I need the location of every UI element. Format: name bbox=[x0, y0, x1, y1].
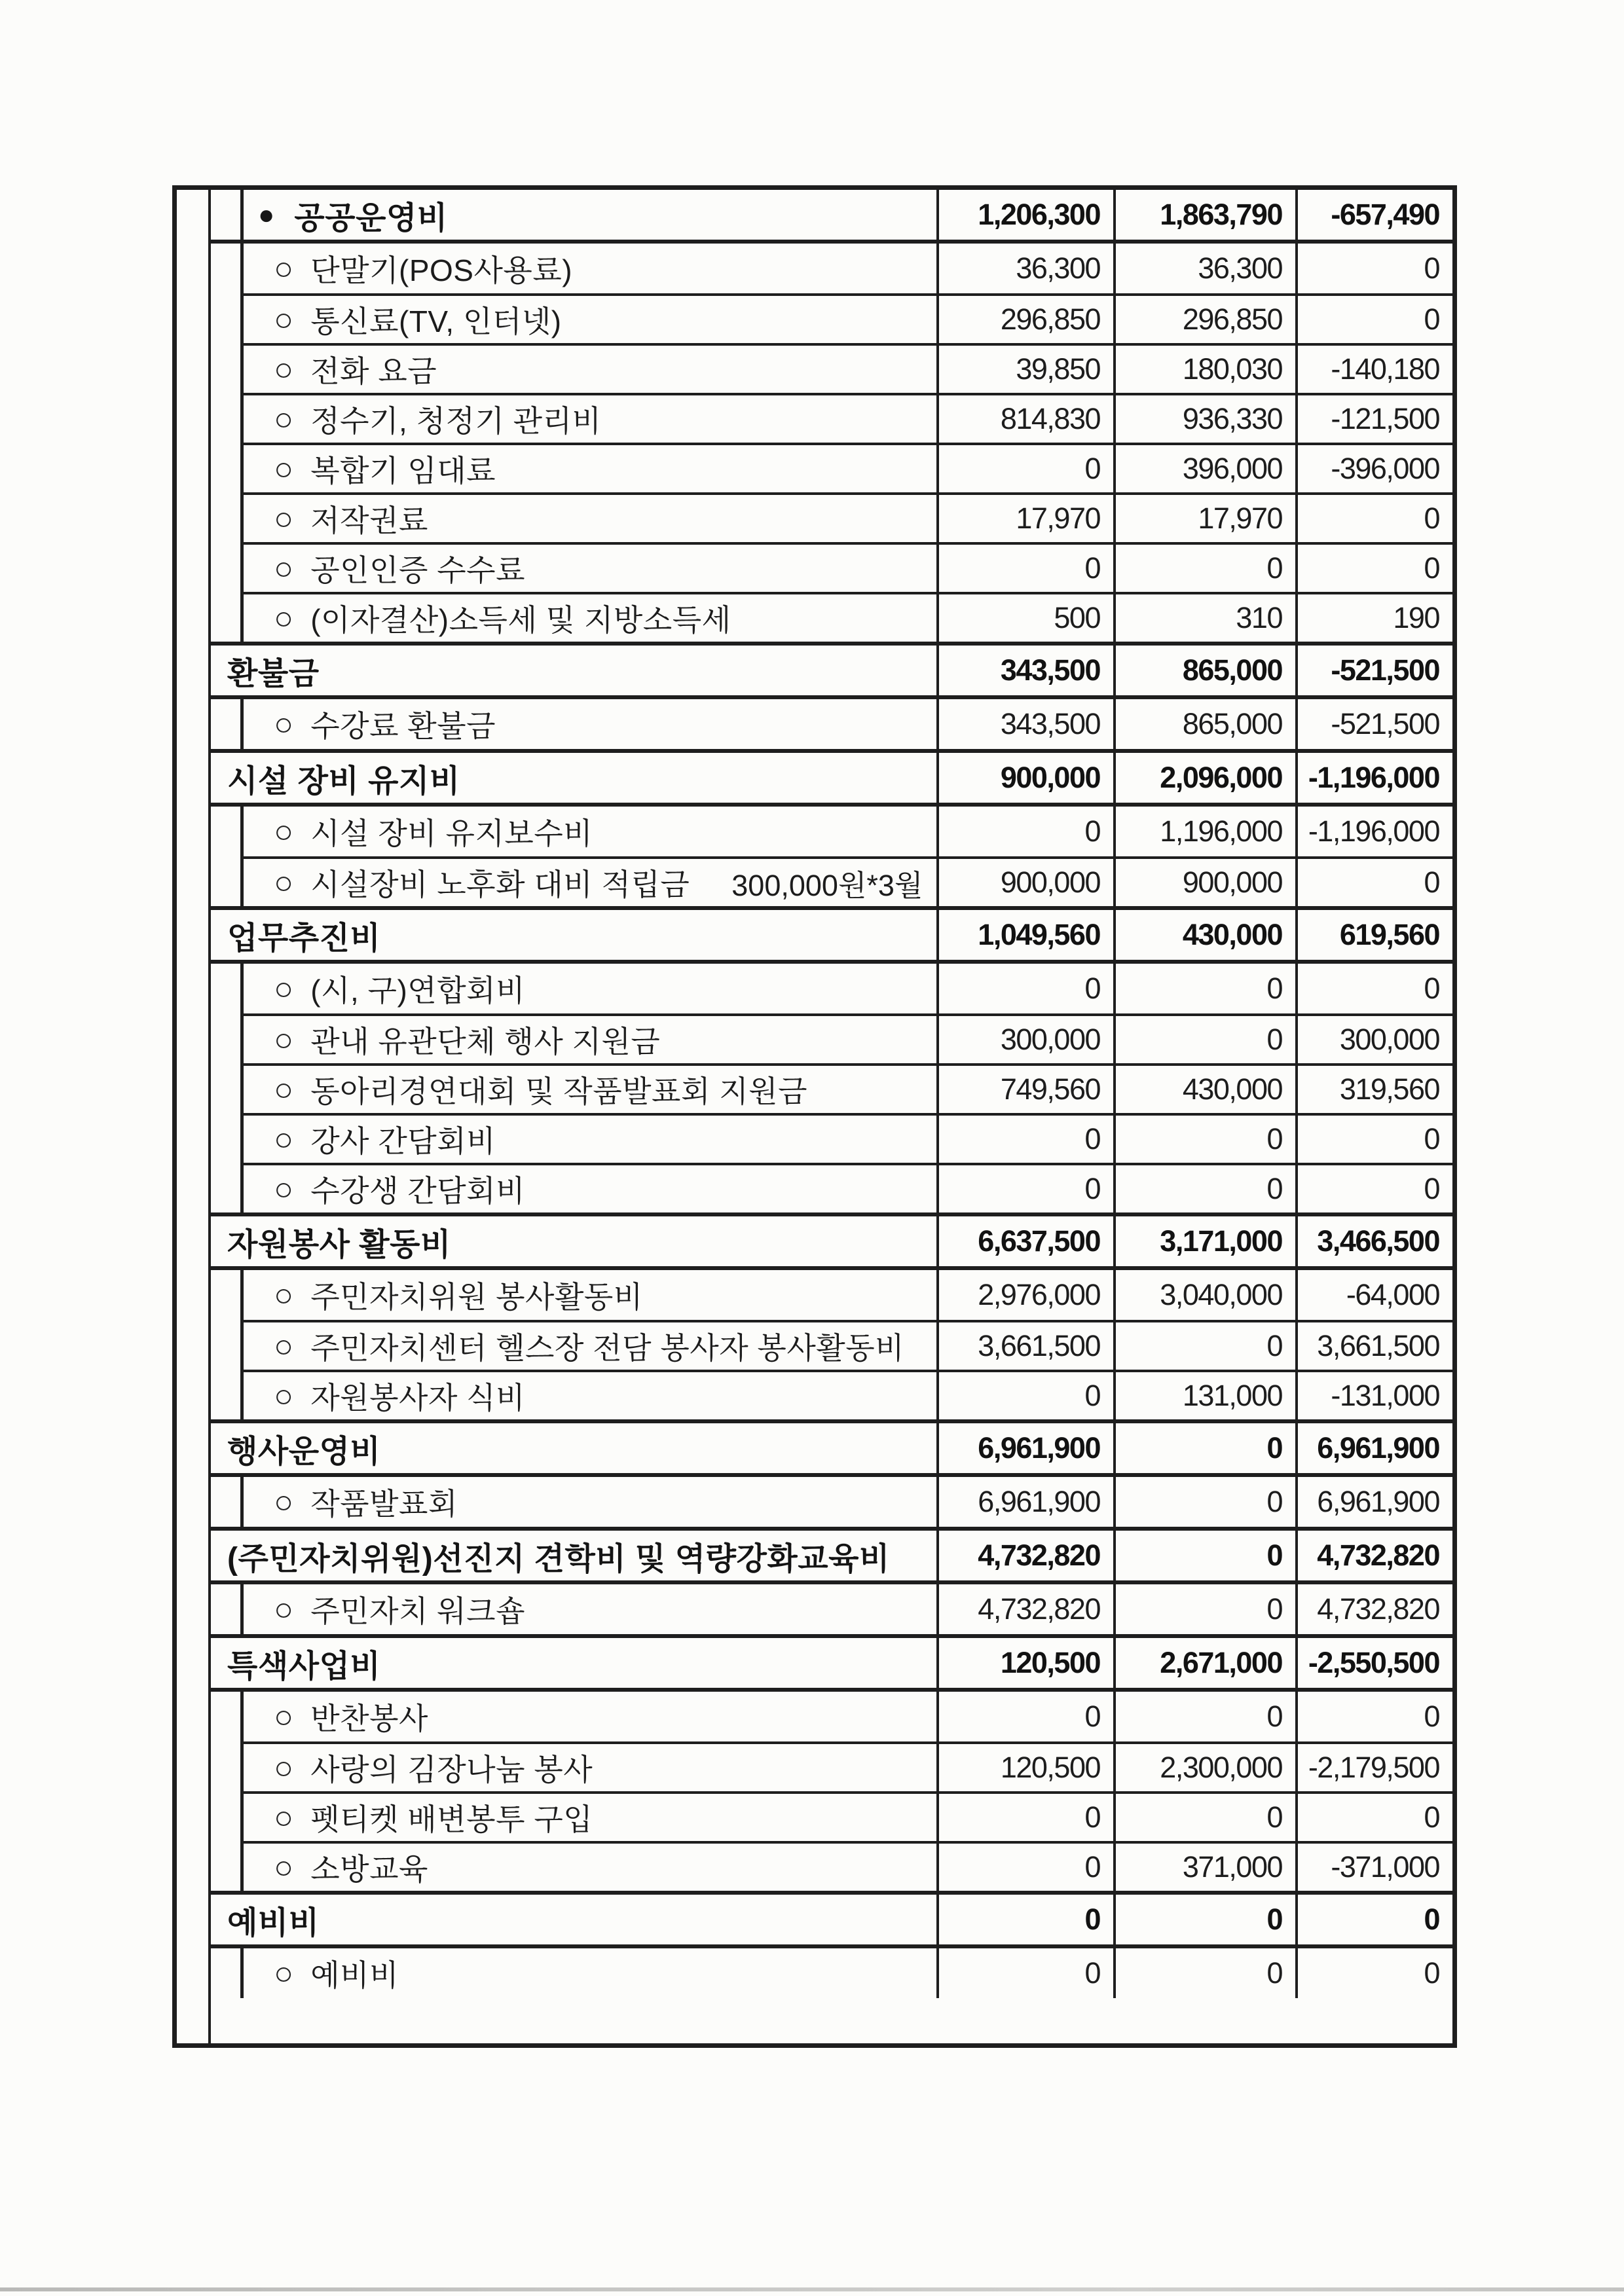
item-label: 저작권료 bbox=[310, 503, 428, 538]
amount-cell-col3: 4,732,820 bbox=[1317, 1539, 1439, 1572]
amount-cell-col3: 4,732,820 bbox=[1317, 1592, 1439, 1626]
amount-cell-col3: 0 bbox=[1298, 492, 1452, 542]
item-rows-block bbox=[211, 807, 1452, 906]
item-label: 소방교육 bbox=[310, 1852, 428, 1886]
amount-cell-col2: 2,300,000 bbox=[1116, 1741, 1298, 1791]
group-label-cell bbox=[211, 1638, 939, 1688]
item-label: 공공운영비 bbox=[294, 200, 448, 236]
group-label: 행사운영비 bbox=[227, 1434, 381, 1469]
amount-cell-col2: 0 bbox=[1116, 1320, 1298, 1370]
amount-cell-col1: 0 bbox=[939, 1948, 1116, 1998]
indent-gutter bbox=[211, 1270, 244, 1320]
indent-gutter bbox=[211, 592, 244, 642]
hollow-circle-icon: ○ bbox=[274, 450, 294, 487]
hollow-circle-icon: ○ bbox=[274, 301, 294, 338]
item-label: 주민자치 워크숍 bbox=[310, 1594, 526, 1628]
amount-cell-col1: 39,850 bbox=[939, 343, 1116, 393]
amount-cell-col2: 0 bbox=[1116, 1948, 1298, 1998]
row-label-cell bbox=[244, 1063, 939, 1113]
item-label: 예비비 bbox=[310, 1958, 399, 1992]
item-row bbox=[211, 542, 1452, 592]
amount-cell-col1: 500 bbox=[939, 592, 1116, 642]
item-row bbox=[211, 592, 1452, 642]
amount-cell-col3: -521,500 bbox=[1331, 653, 1439, 687]
amount-cell-col2: 3,171,000 bbox=[1116, 1216, 1298, 1266]
indent-gutter bbox=[211, 856, 244, 906]
item-row bbox=[211, 1113, 1452, 1163]
hollow-circle-icon: ○ bbox=[274, 250, 294, 287]
amount-cell-col3: 0 bbox=[1298, 542, 1452, 592]
item-rows-block bbox=[211, 1270, 1452, 1419]
indent-gutter bbox=[211, 1370, 244, 1419]
group-row bbox=[211, 1423, 1452, 1473]
amount-cell-col1: 900,000 bbox=[939, 856, 1116, 906]
item-rows-block bbox=[211, 1477, 1452, 1527]
amount-cell-col3: 3,661,500 bbox=[1298, 1320, 1452, 1370]
filled-bullet-icon: ● bbox=[258, 199, 275, 230]
row-label-cell bbox=[244, 1013, 939, 1063]
hollow-circle-icon: ○ bbox=[274, 1749, 294, 1786]
indent-gutter bbox=[211, 1741, 244, 1791]
amount-cell-col2: 430,000 bbox=[1116, 910, 1298, 960]
row-label-cell bbox=[244, 1270, 939, 1320]
row-label-cell bbox=[244, 343, 939, 393]
hollow-circle-icon: ○ bbox=[274, 1071, 294, 1108]
group-label-cell bbox=[211, 1895, 939, 1944]
item-label: (이자결산)소득세 및 지방소득세 bbox=[310, 603, 731, 637]
indent-gutter bbox=[211, 1584, 244, 1634]
group-label: 예비비 bbox=[227, 1905, 320, 1941]
group-row bbox=[211, 753, 1452, 803]
indent-gutter bbox=[211, 1113, 244, 1163]
hollow-circle-icon: ○ bbox=[274, 970, 294, 1007]
item-label: 사랑의 김장나눔 봉사 bbox=[310, 1753, 593, 1787]
indent-gutter bbox=[211, 393, 244, 443]
item-label: 주민자치센터 헬스장 전담 봉사자 봉사활동비 bbox=[310, 1331, 905, 1365]
item-label: 자원봉사자 식비 bbox=[310, 1381, 526, 1415]
indent-gutter bbox=[211, 343, 244, 393]
amount-cell-col2: 3,040,000 bbox=[1116, 1270, 1298, 1320]
scan-artifact-line bbox=[0, 2287, 1624, 2291]
hollow-circle-icon: ○ bbox=[274, 1484, 294, 1520]
item-row bbox=[211, 393, 1452, 443]
hollow-circle-icon: ○ bbox=[274, 1328, 294, 1364]
amount-cell-col3: 190 bbox=[1298, 592, 1452, 642]
indent-gutter bbox=[211, 1320, 244, 1370]
hollow-circle-icon: ○ bbox=[274, 401, 294, 437]
row-label-cell bbox=[244, 1841, 939, 1891]
group-label: 업무추진비 bbox=[227, 920, 381, 956]
indent-gutter bbox=[211, 443, 244, 492]
amount-cell-col3: 619,560 bbox=[1339, 918, 1439, 951]
group-row bbox=[211, 1531, 1452, 1580]
item-row bbox=[211, 1063, 1452, 1113]
hollow-circle-icon: ○ bbox=[274, 600, 294, 636]
amount-cell-col1: 0 bbox=[939, 542, 1116, 592]
item-row bbox=[211, 443, 1452, 492]
row-label-cell bbox=[244, 542, 939, 592]
amount-cell-col3: -140,180 bbox=[1298, 343, 1452, 393]
amount-cell-col3: 0 bbox=[1298, 1113, 1452, 1163]
hollow-circle-icon: ○ bbox=[274, 1171, 294, 1207]
row-label-cell bbox=[244, 1791, 939, 1841]
amount-cell-col3: 0 bbox=[1298, 1791, 1452, 1841]
hollow-circle-icon: ○ bbox=[274, 1377, 294, 1414]
item-row bbox=[211, 1841, 1452, 1891]
item-label: 복합기 임대료 bbox=[310, 454, 496, 488]
amount-cell-col2: 865,000 bbox=[1116, 699, 1298, 749]
amount-cell-col1: 1,049,560 bbox=[939, 910, 1116, 960]
amount-cell-col1: 0 bbox=[939, 1841, 1116, 1891]
item-label: 수강료 환불금 bbox=[310, 709, 496, 743]
indent-gutter bbox=[211, 244, 244, 293]
hollow-circle-icon: ○ bbox=[274, 1591, 294, 1628]
amount-cell-col1: 4,732,820 bbox=[939, 1531, 1116, 1580]
item-row bbox=[211, 1692, 1452, 1741]
group-label-cell bbox=[211, 910, 939, 960]
row-label-cell bbox=[244, 443, 939, 492]
hollow-circle-icon: ○ bbox=[274, 1121, 294, 1157]
item-label: 관내 유관단체 행사 지원금 bbox=[310, 1025, 661, 1059]
hollow-circle-icon: ○ bbox=[274, 1955, 294, 1992]
amount-cell-col3: 6,961,900 bbox=[1317, 1485, 1439, 1518]
item-row bbox=[211, 1948, 1452, 1998]
amount-cell-col3: 0 bbox=[1298, 856, 1452, 906]
group-block bbox=[211, 642, 1452, 699]
indent-gutter bbox=[211, 807, 244, 856]
hollow-circle-icon: ○ bbox=[274, 1849, 294, 1886]
amount-cell-col2: 865,000 bbox=[1116, 646, 1298, 695]
item-row bbox=[211, 492, 1452, 542]
amount-cell-col1: 300,000 bbox=[939, 1013, 1116, 1063]
hollow-circle-icon: ○ bbox=[274, 550, 294, 587]
amount-cell-col1: 0 bbox=[939, 1791, 1116, 1841]
item-row bbox=[211, 1741, 1452, 1791]
amount-cell-col2: 0 bbox=[1116, 1791, 1298, 1841]
indent-gutter bbox=[211, 293, 244, 343]
indent-gutter bbox=[211, 1692, 244, 1741]
amount-cell-col2: 131,000 bbox=[1116, 1370, 1298, 1419]
hollow-circle-icon: ○ bbox=[274, 706, 294, 742]
amount-cell-col3: 0 bbox=[1424, 1956, 1439, 1990]
row-label-cell bbox=[244, 807, 939, 856]
hollow-circle-icon: ○ bbox=[274, 864, 294, 901]
amount-cell-col2: 0 bbox=[1116, 542, 1298, 592]
amount-cell-col1: 120,500 bbox=[939, 1741, 1116, 1791]
group-block bbox=[211, 1419, 1452, 1477]
amount-cell-col3: 0 bbox=[1424, 1903, 1439, 1936]
group-label: 자원봉사 활동비 bbox=[227, 1227, 451, 1262]
item-label: 펫티켓 배변봉투 구입 bbox=[310, 1802, 593, 1836]
amount-cell-col1: 3,661,500 bbox=[939, 1320, 1116, 1370]
amount-cell-col2: 0 bbox=[1116, 1113, 1298, 1163]
amount-cell-col3: -64,000 bbox=[1346, 1278, 1439, 1311]
budget-table bbox=[172, 185, 1457, 2048]
row-label-cell bbox=[244, 964, 939, 1013]
group-label: (주민자치위원)선진지 견학비 및 역량강화교육비 bbox=[227, 1541, 890, 1576]
amount-cell-col3: 3,466,500 bbox=[1317, 1224, 1439, 1258]
indent-gutter bbox=[211, 1841, 244, 1891]
amount-cell-col1: 343,500 bbox=[939, 699, 1116, 749]
amount-cell-col2: 0 bbox=[1116, 1013, 1298, 1063]
amount-cell-col3: -371,000 bbox=[1298, 1841, 1452, 1891]
row-label-cell bbox=[244, 1163, 939, 1212]
indent-gutter bbox=[211, 699, 244, 749]
row-label-cell bbox=[244, 190, 939, 240]
amount-cell-col2: 0 bbox=[1116, 1895, 1298, 1944]
item-row bbox=[211, 1163, 1452, 1212]
row-label-cell bbox=[244, 856, 939, 906]
amount-cell-col2: 0 bbox=[1116, 1477, 1298, 1527]
bullet-block bbox=[211, 190, 1452, 244]
amount-cell-col3: 0 bbox=[1298, 293, 1452, 343]
amount-cell-col3: -131,000 bbox=[1298, 1370, 1452, 1419]
item-label: 공인인증 수수료 bbox=[310, 553, 526, 587]
table-left-gutter bbox=[177, 190, 211, 2043]
indent-gutter bbox=[211, 1948, 244, 1998]
item-note: 300,000원*3월 bbox=[731, 868, 923, 902]
amount-cell-col2: 371,000 bbox=[1116, 1841, 1298, 1891]
amount-cell-col2: 2,671,000 bbox=[1116, 1638, 1298, 1688]
amount-cell-col1: 900,000 bbox=[939, 753, 1116, 803]
group-label: 특색사업비 bbox=[227, 1649, 381, 1684]
item-rows-block bbox=[211, 1584, 1452, 1634]
amount-cell-col1: 6,637,500 bbox=[939, 1216, 1116, 1266]
row-label-cell bbox=[244, 293, 939, 343]
item-label: 작품발표회 bbox=[310, 1487, 458, 1521]
indent-gutter bbox=[211, 1477, 244, 1527]
amount-cell-col1: 0 bbox=[939, 807, 1116, 856]
amount-cell-col3: 0 bbox=[1424, 251, 1439, 285]
group-block bbox=[211, 1891, 1452, 1948]
group-block bbox=[211, 906, 1452, 964]
item-row bbox=[211, 1320, 1452, 1370]
group-block bbox=[211, 1634, 1452, 1692]
amount-cell-col1: 814,830 bbox=[939, 393, 1116, 443]
amount-cell-col2: 1,863,790 bbox=[1116, 190, 1298, 240]
amount-cell-col1: 0 bbox=[939, 1895, 1116, 1944]
item-rows-block bbox=[211, 699, 1452, 749]
amount-cell-col2: 310 bbox=[1116, 592, 1298, 642]
item-row bbox=[211, 343, 1452, 393]
indent-gutter bbox=[211, 542, 244, 592]
indent-gutter bbox=[211, 1063, 244, 1113]
amount-cell-col1: 343,500 bbox=[939, 646, 1116, 695]
item-row bbox=[211, 1370, 1452, 1419]
amount-cell-col1: 0 bbox=[939, 1370, 1116, 1419]
table-body bbox=[211, 190, 1452, 2043]
amount-cell-col3: -1,196,000 bbox=[1308, 814, 1439, 848]
indent-gutter bbox=[211, 492, 244, 542]
amount-cell-col3: -396,000 bbox=[1298, 443, 1452, 492]
item-label: 단말기(POS사용료) bbox=[310, 253, 573, 287]
amount-cell-col2: 0 bbox=[1116, 1423, 1298, 1473]
row-label-cell bbox=[244, 492, 939, 542]
group-label-cell bbox=[211, 1531, 939, 1580]
row-label-cell bbox=[244, 1692, 939, 1741]
row-label-cell bbox=[244, 1370, 939, 1419]
amount-cell-col1: 0 bbox=[939, 1163, 1116, 1212]
amount-cell-col3: -521,500 bbox=[1331, 707, 1439, 740]
item-row bbox=[211, 1584, 1452, 1634]
group-label: 환불금 bbox=[227, 656, 320, 691]
amount-cell-col1: 0 bbox=[939, 964, 1116, 1013]
row-label-cell bbox=[244, 699, 939, 749]
amount-cell-col1: 4,732,820 bbox=[939, 1584, 1116, 1634]
item-row bbox=[211, 293, 1452, 343]
hollow-circle-icon: ○ bbox=[274, 351, 294, 388]
item-label: 전화 요금 bbox=[310, 354, 437, 388]
amount-cell-col1: 6,961,900 bbox=[939, 1477, 1116, 1527]
amount-cell-col3: -2,179,500 bbox=[1298, 1741, 1452, 1791]
row-label-cell bbox=[244, 592, 939, 642]
item-row bbox=[211, 1791, 1452, 1841]
indent-gutter bbox=[211, 964, 244, 1013]
amount-cell-col3: -1,196,000 bbox=[1308, 761, 1439, 794]
item-row bbox=[211, 856, 1452, 906]
group-row bbox=[211, 1895, 1452, 1944]
group-label-cell bbox=[211, 753, 939, 803]
amount-cell-col1: 120,500 bbox=[939, 1638, 1116, 1688]
amount-cell-col2: 0 bbox=[1116, 1584, 1298, 1634]
item-row bbox=[211, 964, 1452, 1013]
amount-cell-col1: 0 bbox=[939, 443, 1116, 492]
item-rows-block bbox=[211, 1948, 1452, 1998]
row-label-cell bbox=[244, 244, 939, 293]
amount-cell-col2: 17,970 bbox=[1116, 492, 1298, 542]
amount-cell-col3: 0 bbox=[1424, 1700, 1439, 1733]
item-rows-block bbox=[211, 964, 1452, 1212]
indent-gutter bbox=[211, 1163, 244, 1212]
item-row bbox=[211, 244, 1452, 293]
group-block bbox=[211, 1212, 1452, 1270]
amount-cell-col2: 0 bbox=[1116, 1531, 1298, 1580]
amount-cell-col2: 36,300 bbox=[1116, 244, 1298, 293]
row-label-cell bbox=[244, 1741, 939, 1791]
group-label-cell bbox=[211, 646, 939, 695]
group-row bbox=[211, 646, 1452, 695]
hollow-circle-icon: ○ bbox=[274, 1698, 294, 1735]
group-row bbox=[211, 1216, 1452, 1266]
amount-cell-col2: 180,030 bbox=[1116, 343, 1298, 393]
hollow-circle-icon: ○ bbox=[274, 813, 294, 850]
group-block bbox=[211, 749, 1452, 807]
item-label: 수강생 간담회비 bbox=[310, 1174, 526, 1208]
item-label: (시, 구)연합회비 bbox=[310, 974, 526, 1008]
row-label-cell bbox=[244, 1584, 939, 1634]
item-label: 강사 간담회비 bbox=[310, 1124, 496, 1158]
item-label: 동아리경연대회 및 작품발표회 지원금 bbox=[310, 1074, 808, 1108]
amount-cell-col3: 300,000 bbox=[1298, 1013, 1452, 1063]
amount-cell-col1: 0 bbox=[939, 1692, 1116, 1741]
amount-cell-col3: 6,961,900 bbox=[1317, 1431, 1439, 1465]
indent-gutter bbox=[211, 190, 244, 240]
group-row bbox=[211, 1638, 1452, 1688]
amount-cell-col3: 0 bbox=[1298, 1163, 1452, 1212]
indent-gutter bbox=[211, 1791, 244, 1841]
hollow-circle-icon: ○ bbox=[274, 1277, 294, 1313]
amount-cell-col2: 0 bbox=[1116, 964, 1298, 1013]
group-label-cell bbox=[211, 1423, 939, 1473]
amount-cell-col2: 0 bbox=[1116, 1163, 1298, 1212]
amount-cell-col2: 936,330 bbox=[1116, 393, 1298, 443]
group-label-cell bbox=[211, 1216, 939, 1266]
amount-cell-col2: 396,000 bbox=[1116, 443, 1298, 492]
item-row bbox=[211, 1270, 1452, 1320]
group-block bbox=[211, 1527, 1452, 1584]
amount-cell-col1: 36,300 bbox=[939, 244, 1116, 293]
hollow-circle-icon: ○ bbox=[274, 1799, 294, 1836]
amount-cell-col2: 900,000 bbox=[1116, 856, 1298, 906]
row-label-cell bbox=[244, 1948, 939, 1998]
item-label: 시설 장비 유지보수비 bbox=[310, 816, 593, 850]
amount-cell-col2: 1,196,000 bbox=[1116, 807, 1298, 856]
indent-gutter bbox=[211, 1013, 244, 1063]
hollow-circle-icon: ○ bbox=[274, 500, 294, 537]
group-label: 시설 장비 유지비 bbox=[227, 763, 460, 799]
amount-cell-col3: -2,550,500 bbox=[1308, 1646, 1439, 1679]
item-label: 시설장비 노후화 대비 적립금 bbox=[310, 867, 690, 902]
item-row bbox=[211, 1013, 1452, 1063]
item-row bbox=[211, 807, 1452, 856]
group-row bbox=[211, 910, 1452, 960]
item-label: 반찬봉사 bbox=[310, 1702, 428, 1736]
amount-cell-col1: 17,970 bbox=[939, 492, 1116, 542]
item-rows-block bbox=[211, 244, 1452, 642]
item-label: 통신료(TV, 인터넷) bbox=[310, 304, 562, 338]
amount-cell-col2: 430,000 bbox=[1116, 1063, 1298, 1113]
item-label: 주민자치위원 봉사활동비 bbox=[310, 1280, 643, 1314]
amount-cell-col3: 0 bbox=[1424, 972, 1439, 1005]
amount-cell-col1: 0 bbox=[939, 1113, 1116, 1163]
bullet-row bbox=[211, 190, 1452, 240]
amount-cell-col3: -121,500 bbox=[1298, 393, 1452, 443]
amount-cell-col1: 296,850 bbox=[939, 293, 1116, 343]
row-label-cell bbox=[244, 1320, 939, 1370]
amount-cell-col1: 1,206,300 bbox=[939, 190, 1116, 240]
amount-cell-col1: 2,976,000 bbox=[939, 1270, 1116, 1320]
amount-cell-col2: 2,096,000 bbox=[1116, 753, 1298, 803]
row-label-cell bbox=[244, 1477, 939, 1527]
amount-cell-col3: -657,490 bbox=[1331, 198, 1439, 231]
row-label-cell bbox=[244, 1113, 939, 1163]
amount-cell-col2: 0 bbox=[1116, 1692, 1298, 1741]
item-label: 정수기, 청정기 관리비 bbox=[310, 404, 602, 438]
item-row bbox=[211, 699, 1452, 749]
amount-cell-col3: 319,560 bbox=[1298, 1063, 1452, 1113]
hollow-circle-icon: ○ bbox=[274, 1021, 294, 1058]
amount-cell-col1: 749,560 bbox=[939, 1063, 1116, 1113]
item-rows-block bbox=[211, 1692, 1452, 1891]
amount-cell-col2: 296,850 bbox=[1116, 293, 1298, 343]
row-label-cell bbox=[244, 393, 939, 443]
item-row bbox=[211, 1477, 1452, 1527]
amount-cell-col1: 6,961,900 bbox=[939, 1423, 1116, 1473]
